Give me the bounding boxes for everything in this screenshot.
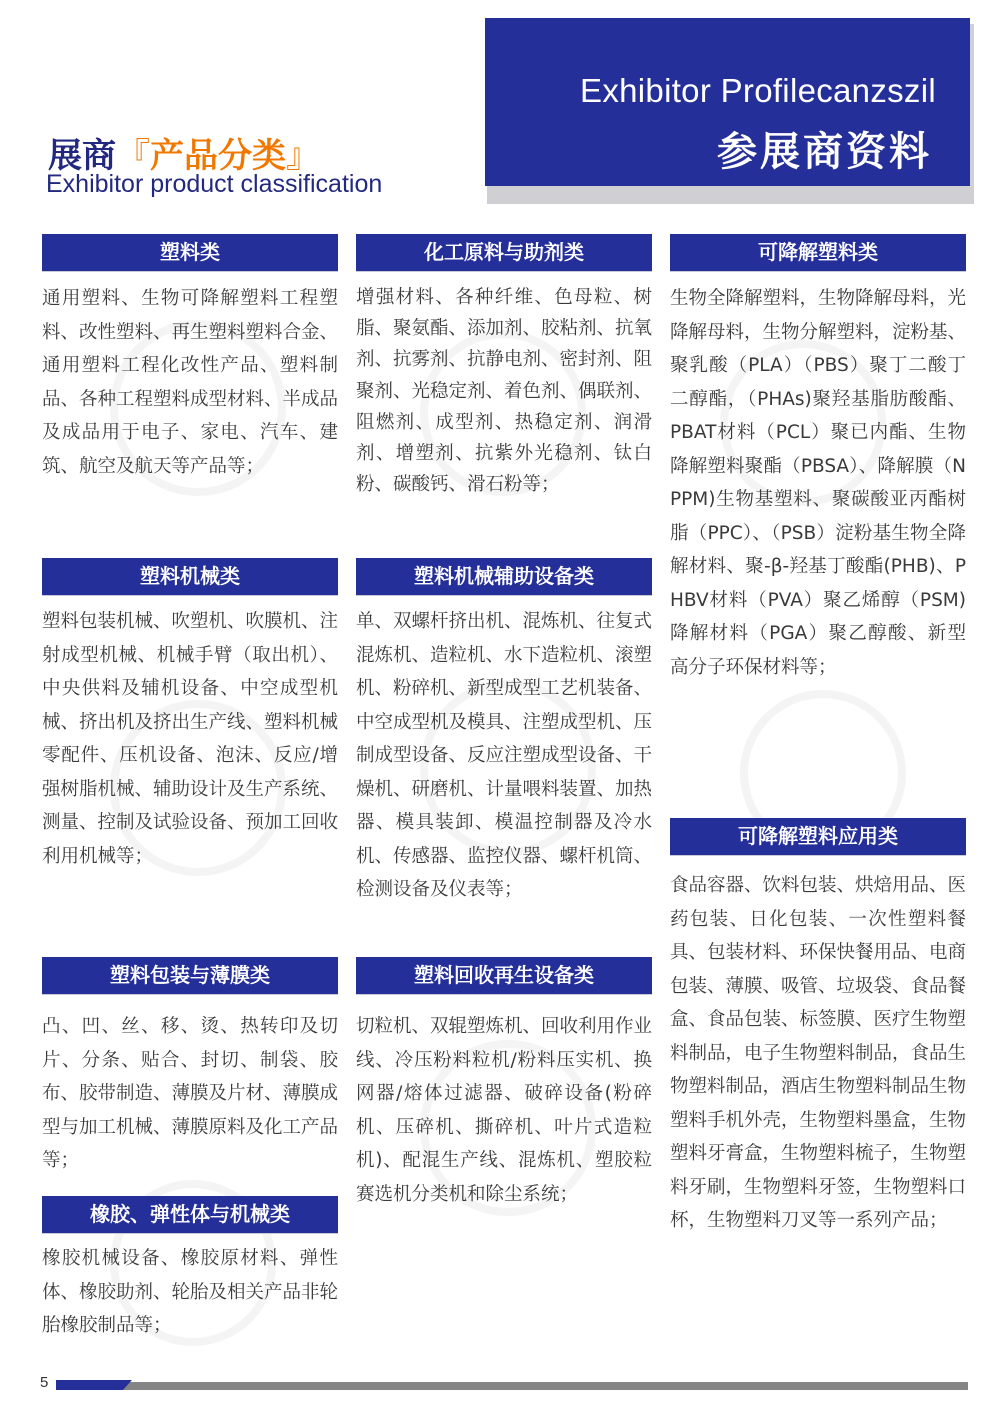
- category-heading: 塑料包装与薄膜类: [42, 957, 338, 995]
- category-heading: 可降解塑料应用类: [670, 818, 966, 856]
- category-heading: 橡胶、弹性体与机械类: [42, 1196, 338, 1234]
- footer-accent: [56, 1380, 132, 1390]
- page-number: 5: [40, 1374, 49, 1391]
- category-text: 食品容器、饮料包装、烘焙用品、医药包装、日化包装、一次性塑料餐具、包装材料、环保快餐用品、电商包装、薄膜、吸管、垃圾袋、食品餐盒、食品包装、标签膜、医疗生物塑料制品，电子生物塑料制品，食品生物塑料制品，酒店生物塑料制品生物塑料手机外壳，生物塑料墨盒，生物塑料牙膏盒，生物塑料梳子，生物塑料牙刷，生物塑料牙签，生物塑料口杯，生物塑料刀叉等一系列产品；: [670, 875, 967, 1231]
- bracket-open: 『: [116, 136, 150, 176]
- banner-title-en: Exhibitor Profilecanzszil: [580, 72, 936, 109]
- category-text: 单、双螺杆挤出机、混炼机、往复式混炼机、造粒机、水下造粒机、滚塑机、粉碎机、新型成型工艺机装备、中空成型机及模具、注塑成型机、压制成型设备、反应注塑成型设备、干燥机、研磨机、计量喂料装置、加热器、模具装卸、模温控制器及冷水机、传感器、监控仪器、螺杆机筒、检测设备及仪表等；: [356, 611, 653, 900]
- section-title-highlight: 产品分类: [150, 136, 286, 176]
- section-subtitle: Exhibitor product classification: [46, 170, 383, 198]
- category-heading: 塑料机械类: [42, 558, 338, 596]
- section-title-prefix: 展商: [48, 136, 116, 176]
- category-text: 橡胶机械设备、橡胶原材料、弹性体、橡胶助剂、轮胎及相关产品非轮胎橡胶制品等；: [42, 1248, 339, 1336]
- category-text: 增强材料、各种纤维、色母粒、树脂、聚氨酯、添加剂、胶粘剂、抗氧剂、抗雾剂、抗静电剂、密封剂、阻聚剂、光稳定剂、着色剂、偶联剂、阻燃剂、成型剂、热稳定剂、润滑剂、增塑剂、抗紫外光稳剂、钛白粉、碳酸钙、滑石粉等；: [356, 287, 653, 496]
- category-heading: 塑料回收再生设备类: [356, 957, 652, 995]
- header-banner: [485, 18, 970, 186]
- footer-bar: [56, 1382, 968, 1390]
- bracket-close: 』: [286, 136, 320, 176]
- category-text: 生物全降解塑料，生物降解母料，光降解母料，生物分解塑料，淀粉基、聚乳酸（PLA）（PBS）聚丁二酸丁二醇酯，（PHAs)聚羟基脂肪酸酯、PBAT材料（PCL）聚已内酯、生物降解塑料聚酯（PBSA）、降解膜（NPPM)生物基塑料、聚碳酸亚丙酯树脂（PPC）、（PSB）淀粉基生物全降解材料、聚-β-羟基丁酸酯(PHB)、PHBV材料（PVA）聚乙烯醇（PSM)降解材料（PGA）聚乙醇酸、新型高分子环保材料等；: [670, 288, 967, 678]
- category-heading: 化工原料与助剂类: [356, 234, 652, 272]
- category-text: 切粒机、双辊塑炼机、回收利用作业线、冷压粉料粒机/粉料压实机、换网器/熔体过滤器、破碎设备(粉碎机、压碎机、撕碎机、叶片式造粒机)、配混生产线、混炼机、塑胶粒赛选机分类机和除尘系统；: [356, 1016, 653, 1205]
- category-text: 塑料包装机械、吹塑机、吹膜机、注射成型机械、机械手臂（取出机）、中央供料及辅机设备、中空成型机械、挤出机及挤出生产线、塑料机械零配件、压机设备、泡沫、反应/增强树脂机械、辅助设计及生产系统、测量、控制及试验设备、预加工回收利用机械等；: [42, 611, 339, 867]
- category-heading: 可降解塑料类: [670, 234, 966, 272]
- category-text: 凸、凹、丝、移、烫、热转印及切片、分条、贴合、封切、制袋、胶布、胶带制造、薄膜及片材、薄膜成型与加工机械、薄膜原料及化工产品等；: [42, 1016, 339, 1171]
- category-heading: 塑料类: [42, 234, 338, 272]
- banner-title-cn: 参展商资料: [717, 129, 932, 175]
- category-heading: 塑料机械辅助设备类: [356, 558, 652, 596]
- category-text: 通用塑料、生物可降解塑料工程塑料、改性塑料、再生塑料塑料合金、通用塑料工程化改性产品、塑料制品、各种工程塑料成型材料、半成品及成品用于电子、家电、汽车、建筑、航空及航天等产品等；: [42, 288, 339, 477]
